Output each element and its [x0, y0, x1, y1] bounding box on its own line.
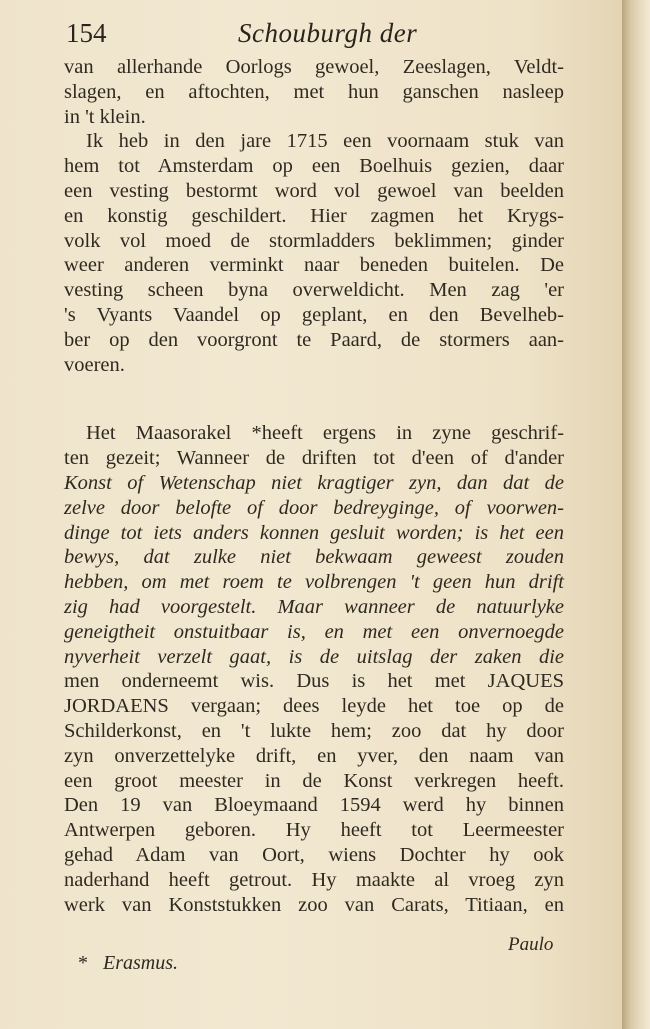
text-line: 's Vyants Vaandel op geplant, en den Bevelheb- [64, 303, 564, 326]
text-line: dinge tot iets anders konnen gesluit worden; is het een [64, 521, 564, 544]
text-line: ten gezeit; Wanneer de driften tot d'een of d'ander [64, 447, 564, 470]
text-line: voeren. [64, 353, 125, 376]
text-line: volk vol moed de stormladders beklimmen; ginder [64, 229, 564, 252]
text-line: vesting scheen byna overweldicht. Men zag 'er [64, 279, 564, 302]
text-line: geneigtheit onstuitbaar is, en met een onvernoegde [64, 620, 564, 643]
page-edge [622, 0, 650, 1029]
text-line: Het Maasorakel *heeft ergens in zyne geschrif- [86, 422, 564, 445]
text-line: men onderneemt wis. Dus is het met JAQUES [64, 670, 564, 693]
text-line: zyn onverzettelyke drift, en yver, den naam van [64, 744, 564, 767]
text-line: bewys, dat zulke niet bekwaam geweest zouden [64, 546, 564, 569]
text-line: hebben, om met roem te volbrengen 't geen hun drift [64, 571, 564, 594]
text-line: weer anderen verminkt naar beneden buitelen. De [64, 254, 564, 277]
catchword: Paulo [508, 934, 554, 955]
text-line: JORDAENS vergaan; dees leyde het toe op de [64, 695, 564, 718]
body-text [64, 55, 564, 917]
text-line: naderhand heeft getrout. Hy maakte al vroeg zyn [64, 868, 564, 891]
text-line: Ik heb in den jare 1715 een voornaam stuk van [86, 130, 564, 153]
footnote [78, 952, 178, 975]
text-line: nyverheit verzelt gaat, is de uitslag der zaken die [64, 645, 564, 668]
text-line: Konst of Wetenschap niet kragtiger zyn, dan dat de [64, 471, 564, 494]
text-line: en konstig geschildert. Hier zagmen het Krygs- [64, 204, 564, 227]
footnote-mark: * [78, 952, 88, 974]
text-line: slagen, en aftochten, met hun ganschen nasleep [64, 80, 564, 103]
text-line: ber op den voorgront te Paard, de stormers aan- [64, 328, 564, 351]
text-line: hem tot Amsterdam op een Boelhuis gezien, daar [64, 155, 564, 178]
text-line: gehad Adam van Oort, wiens Dochter hy ook [64, 843, 564, 866]
text-line: zig had voorgestelt. Maar wanneer de natuurlyke [64, 595, 564, 618]
text-line: van allerhande Oorlogs gewoel, Zeeslagen, Veldt- [64, 56, 564, 78]
text-line: Antwerpen geboren. Hy heeft tot Leermeester [64, 819, 564, 842]
paragraph-gap [64, 377, 564, 421]
text-line: een groot meester in de Konst verkregen heeft. [64, 769, 564, 792]
text-line: zelve door belofte of door bedreyginge, of voorwen- [64, 496, 564, 519]
footnote-text: Erasmus. [103, 952, 179, 974]
text-line: Schilderkonst, en 't lukte hem; zoo dat hy door [64, 719, 564, 742]
page-number: 154 [66, 18, 107, 48]
text-line: in 't klein. [64, 105, 146, 128]
text-line: werk van Konststukken zoo van Carats, Titiaan, en [64, 893, 564, 916]
text-line: Den 19 van Bloeymaand 1594 werd hy binnen [64, 794, 564, 817]
page-header [66, 16, 566, 50]
text-line: een vesting bestormt word vol gewoel van beelden [64, 179, 564, 202]
running-title: Schouburgh der [238, 18, 418, 48]
